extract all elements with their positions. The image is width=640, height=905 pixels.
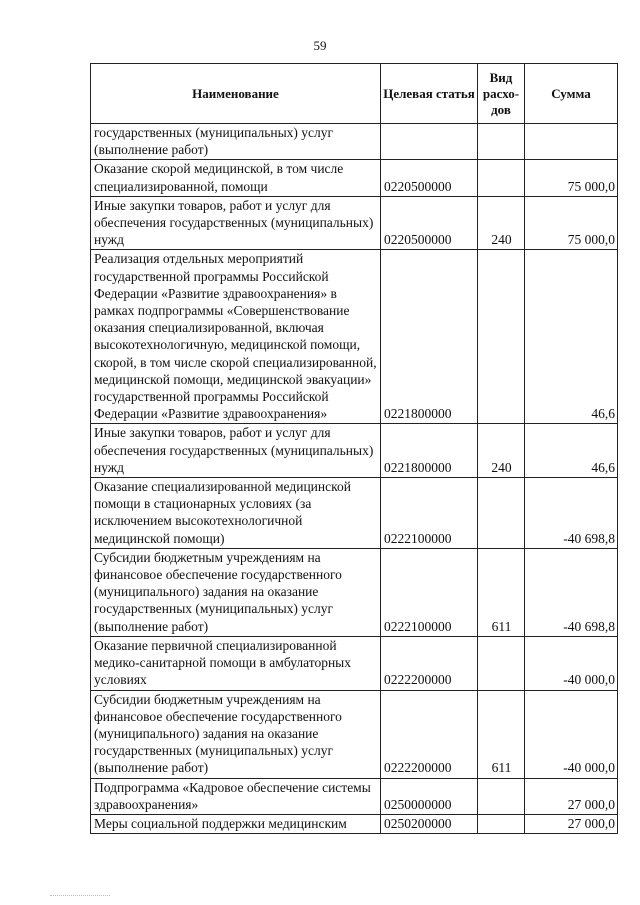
table-row bbox=[91, 196, 618, 250]
table-row bbox=[91, 814, 618, 833]
table-row bbox=[91, 424, 618, 478]
row-name: Иные закупки товаров, работ и услуг для обеспечения государственных (муниципальных) нужд bbox=[91, 196, 381, 250]
row-amount: 75 000,0 bbox=[525, 196, 618, 250]
row-name: Субсидии бюджетным учреждениям на финансовое обеспечение государственного (муниципального) задания на оказание государственных (муниципальных) услуг (выполнение работ) bbox=[91, 548, 381, 636]
row-amount: -40 698,8 bbox=[525, 548, 618, 636]
row-name: Оказание первичной специализированной медико-санитарной помощи в амбулаторных условиях bbox=[91, 636, 381, 690]
row-kind: 611 bbox=[478, 548, 525, 636]
row-amount: 46,6 bbox=[525, 250, 618, 424]
row-code: 0250200000 bbox=[381, 814, 478, 833]
row-amount: 75 000,0 bbox=[525, 160, 618, 196]
table-row bbox=[91, 636, 618, 690]
row-kind bbox=[478, 124, 525, 160]
row-code: 0250000000 bbox=[381, 778, 478, 814]
row-kind bbox=[478, 814, 525, 833]
row-kind bbox=[478, 160, 525, 196]
row-name: Оказание скорой медицинской, в том числе специализированной, помощи bbox=[91, 160, 381, 196]
row-code: 0222200000 bbox=[381, 636, 478, 690]
row-code: 0220500000 bbox=[381, 160, 478, 196]
row-name: Оказание специализированной медицинской помощи в стационарных условиях (за исключением высокотехнологичной медицинской помощи) bbox=[91, 478, 381, 549]
row-kind bbox=[478, 778, 525, 814]
row-kind: 240 bbox=[478, 424, 525, 478]
row-amount: -40 698,8 bbox=[525, 478, 618, 549]
row-amount: -40 000,0 bbox=[525, 636, 618, 690]
row-code: 0220500000 bbox=[381, 196, 478, 250]
header-kind: Вид расхо-дов bbox=[478, 64, 525, 124]
table-row bbox=[91, 124, 618, 160]
table-row bbox=[91, 778, 618, 814]
table-row bbox=[91, 160, 618, 196]
row-amount: -40 000,0 bbox=[525, 690, 618, 778]
row-code: 0221800000 bbox=[381, 424, 478, 478]
table-row bbox=[91, 478, 618, 549]
row-code bbox=[381, 124, 478, 160]
page-number: 59 bbox=[313, 38, 327, 53]
header-target: Целевая статья bbox=[381, 64, 478, 124]
table-row bbox=[91, 250, 618, 424]
row-name: Иные закупки товаров, работ и услуг для обеспечения государственных (муниципальных) нужд bbox=[91, 424, 381, 478]
row-kind: 240 bbox=[478, 196, 525, 250]
header-amount: Сумма bbox=[525, 64, 618, 124]
table-header-row bbox=[91, 64, 618, 124]
row-name: государственных (муниципальных) услуг (выполнение работ) bbox=[91, 124, 381, 160]
row-name: Подпрограмма «Кадровое обеспечение системы здравоохранения» bbox=[91, 778, 381, 814]
row-amount: 27 000,0 bbox=[525, 814, 618, 833]
row-kind bbox=[478, 636, 525, 690]
table-row bbox=[91, 690, 618, 778]
row-kind bbox=[478, 250, 525, 424]
row-code: 0222100000 bbox=[381, 478, 478, 549]
row-kind bbox=[478, 478, 525, 549]
scan-artifact-line bbox=[50, 895, 110, 898]
row-code: 0222200000 bbox=[381, 690, 478, 778]
row-code: 0221800000 bbox=[381, 250, 478, 424]
budget-table bbox=[90, 63, 618, 834]
row-amount: 27 000,0 bbox=[525, 778, 618, 814]
row-name: Меры социальной поддержки медицинским bbox=[91, 814, 381, 833]
table-row bbox=[91, 548, 618, 636]
row-amount: 46,6 bbox=[525, 424, 618, 478]
row-name: Субсидии бюджетным учреждениям на финансовое обеспечение государственного (муниципального) задания на оказание государственных (муниципальных) услуг (выполнение работ) bbox=[91, 690, 381, 778]
row-code: 0222100000 bbox=[381, 548, 478, 636]
row-kind: 611 bbox=[478, 690, 525, 778]
row-amount bbox=[525, 124, 618, 160]
header-name: Наименование bbox=[91, 64, 381, 124]
row-name: Реализация отдельных мероприятий государственной программы Российской Федерации «Развитие здравоохранения» в рамках подпрограммы «Совершенствование оказания специализированной, включая высокотехнологичную, медицинской помощи, скорой, в том числе скорой специализированной, медицинской помощи, медицинской эвакуации» государственной программы Российской Федерации «Развитие здравоохранения» bbox=[91, 250, 381, 424]
